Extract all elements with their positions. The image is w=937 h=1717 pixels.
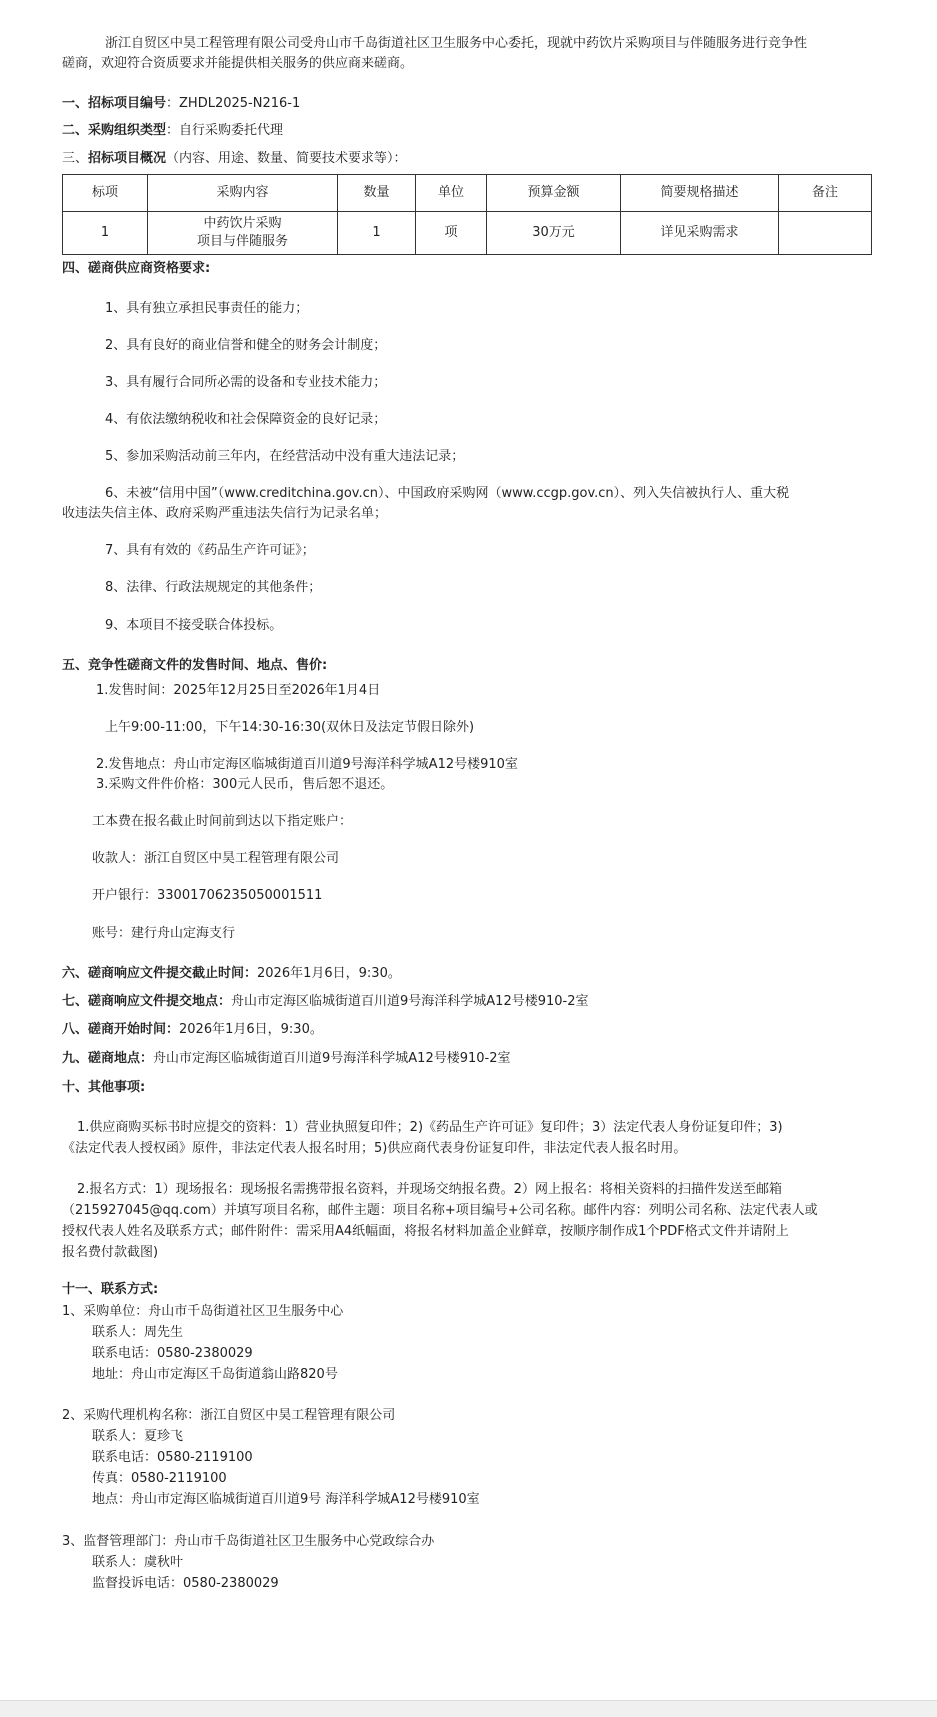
section-label: 二、采购组织类型 (62, 123, 167, 138)
payee: 收款人：浙江自贸区中昊工程管理有限公司 (92, 851, 340, 866)
column-header: 单位 (416, 175, 487, 212)
contact-phone: 联系电话：0580-2380029 (92, 1346, 253, 1361)
bank-account: 开户银行：33001706235050001511 (92, 888, 323, 903)
overview-note: （内容、用途、数量、简要技术要求等）： (166, 151, 407, 166)
contact-person: 联系人：周先生 (92, 1325, 184, 1340)
section-label: 九、磋商地点： (62, 1051, 154, 1066)
section-label: 八、磋商开始时间： (62, 1022, 180, 1037)
organization-type-value: ：自行采购委托代理 (166, 123, 284, 138)
section-label: 六、磋商响应文件提交截止时间： (62, 966, 258, 981)
qualification-item: 7、具有有效的《药品生产许可证》； (105, 543, 315, 558)
start-time-value: 2026年1月6日，9:30。 (179, 1022, 323, 1037)
section-submission-deadline (62, 964, 401, 984)
other-matter-line: 《法定代表人授权函》原件，非法定代表人报名时用；5)供应商代表身份证复印件，非法定代表人报名时用。 (62, 1141, 687, 1156)
document-price: 3.采购文件件价格：300元人民币，售后恕不退还。 (96, 777, 394, 792)
qualification-item: 3、具有履行合同所必需的设备和专业技术能力； (105, 375, 387, 390)
intro-line-1: 浙江自贸区中昊工程管理有限公司受舟山市千岛街道社区卫生服务中心委托，现就中药饮片采购项目与伴随服务进行竞争性 (105, 36, 808, 51)
other-matter-line: 授权代表人姓名及联系方式；邮件附件：需采用A4纸幅面，将报名材料加盖企业鲜章，按顺序制作成1个PDF格式文件并请附上 (62, 1224, 789, 1239)
qualification-item: 5、参加采购活动前三年内，在经营活动中没有重大违法记录； (105, 449, 465, 464)
sale-place: 2.发售地点：舟山市定海区临城街道百川道9号海洋科学城A12号楼910室 (96, 757, 518, 772)
submission-deadline-value: 2026年1月6日，9:30。 (257, 966, 401, 981)
other-matter-line: 报名费付款截图) (62, 1245, 159, 1260)
account-bank: 账号：建行舟山定海支行 (92, 926, 236, 941)
qualification-item: 9、本项目不接受联合体投标。 (105, 618, 283, 633)
contact-person: 联系人：夏珍飞 (92, 1429, 184, 1444)
contact-supervisor: 3、监督管理部门：舟山市千岛街道社区卫生服务中心党政综合办 (62, 1534, 435, 1549)
negotiation-location-value: 舟山市定海区临城街道百川道9号海洋科学城A12号楼910-2室 (153, 1051, 511, 1066)
contact-fax: 传真：0580-2119100 (92, 1471, 227, 1486)
cell-lot-number: 1 (63, 212, 148, 255)
section-qualifications-title: 四、磋商供应商资格要求: (62, 261, 211, 276)
cell-content (148, 212, 338, 255)
cell-budget: 30万元 (487, 212, 621, 255)
section-label: 七、磋商响应文件提交地点： (62, 994, 232, 1009)
qualification-item: 6、未被“信用中国”（www.creditchina.gov.cn）、中国政府采购网（www.ccgp.gov.cn）、列入失信被执行人、重大税 (105, 486, 790, 501)
section-submission-location (62, 992, 589, 1012)
column-header: 标项 (63, 175, 148, 212)
sale-hours: 上午9:00-11:00，下午14:30-16:30(双休日及法定节假日除外) (105, 720, 475, 735)
section-project-overview (62, 149, 407, 169)
contact-address: 地址：舟山市定海区千岛街道翁山路820号 (92, 1367, 338, 1382)
content-line: 中药饮片采购 (203, 216, 282, 231)
cell-spec: 详见采购需求 (621, 212, 779, 255)
other-matter-line: 2.报名方式：1）现场报名：现场报名需携带报名资料，并现场交纳报名费。2）网上报名：将相关资料的扫描件发送至邮箱 (77, 1182, 782, 1197)
cell-unit: 项 (416, 212, 487, 255)
project-number-value: ：ZHDL2025-N216-1 (166, 96, 301, 111)
contact-person: 联系人：虞秋叶 (92, 1555, 184, 1570)
contact-purchaser: 1、采购单位：舟山市千岛街道社区卫生服务中心 (62, 1304, 344, 1319)
other-matter-line: 1.供应商购买标书时应提交的资料：1）营业执照复印件；2)《药品生产许可证》复印件；3）法定代表人身份证复印件；3) (77, 1120, 783, 1135)
section-organization-type (62, 121, 283, 141)
qualification-item: 8、法律、行政法规规定的其他条件； (105, 580, 322, 595)
qualification-item-continued: 收违法失信主体、政府采购严重违法失信行为记录名单； (62, 506, 388, 521)
column-header: 简要规格描述 (621, 175, 779, 212)
cell-quantity: 1 (338, 212, 416, 255)
column-header: 采购内容 (148, 175, 338, 212)
submission-location-value: 舟山市定海区临城街道百川道9号海洋科学城A12号楼910-2室 (231, 994, 589, 1009)
content-line: 项目与伴随服务 (196, 234, 288, 249)
intro-line-2: 磋商，欢迎符合资质要求并能提供相关服务的供应商来磋商。 (62, 56, 414, 71)
column-header: 数量 (338, 175, 416, 212)
contact-agency: 2、采购代理机构名称：浙江自贸区中昊工程管理有限公司 (62, 1408, 396, 1423)
contact-address: 地点：舟山市定海区临城街道百川道9号 海洋科学城A12号楼910室 (92, 1492, 480, 1507)
sale-time: 1.发售时间：2025年12月25日至2026年1月4日 (96, 683, 381, 698)
column-header: 预算金额 (487, 175, 621, 212)
section-other-matters-title: 十、其他事项: (62, 1080, 146, 1095)
table-header-row (63, 175, 872, 212)
qualification-item: 1、具有独立承担民事责任的能力； (105, 301, 309, 316)
section-prefix: 三、 (62, 151, 89, 166)
section-label: 招标项目概况 (88, 151, 167, 166)
section-negotiation-location (62, 1049, 511, 1069)
table-row (63, 212, 872, 255)
section-sale-title: 五、竞争性磋商文件的发售时间、地点、售价: (62, 658, 328, 673)
qualification-item: 2、具有良好的商业信誉和健全的财务会计制度； (105, 338, 387, 353)
section-contacts-title: 十一、联系方式: (62, 1282, 159, 1297)
section-label: 一、招标项目编号 (62, 96, 167, 111)
contact-phone: 联系电话：0580-2119100 (92, 1450, 253, 1465)
section-project-number (62, 94, 300, 114)
section-start-time (62, 1020, 323, 1040)
qualification-item: 4、有依法缴纳税收和社会保障资金的良好记录； (105, 412, 387, 427)
project-items-table (62, 174, 872, 255)
cell-remark (779, 212, 872, 255)
fee-note: 工本费在报名截止时间前到达以下指定账户： (92, 814, 353, 829)
column-header: 备注 (779, 175, 872, 212)
contact-complaint-phone: 监督投诉电话：0580-2380029 (92, 1576, 279, 1591)
page-bottom-strip (0, 1700, 937, 1717)
other-matter-line: （215927045@qq.com）并填写项目名称，邮件主题：项目名称+项目编号+公司名称。邮件内容：列明公司名称、法定代表人或 (62, 1203, 818, 1218)
